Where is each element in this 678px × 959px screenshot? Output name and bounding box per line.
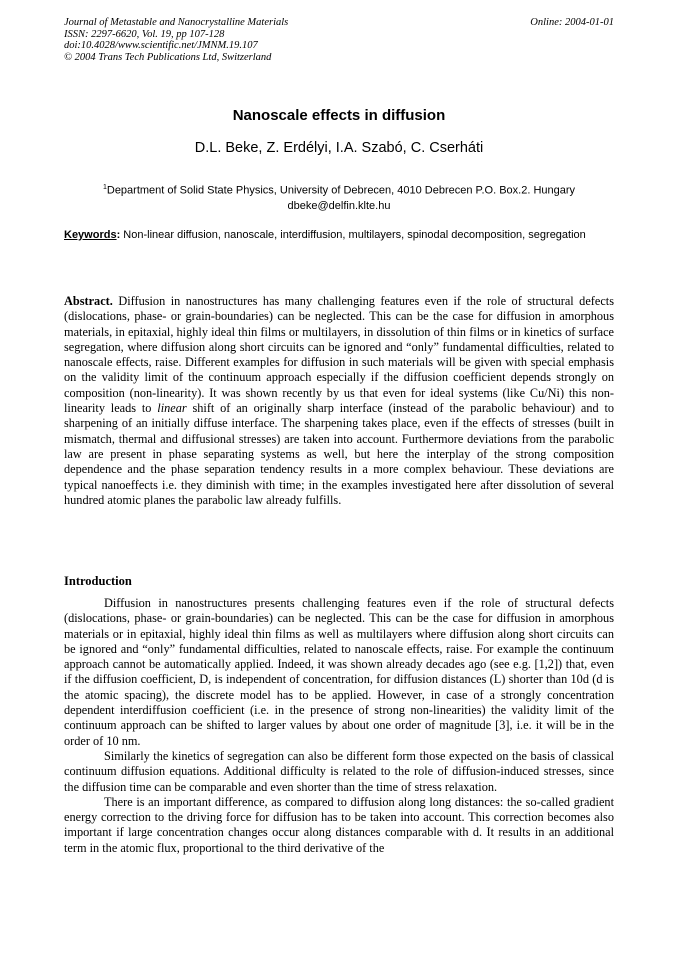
copyright-line: © 2004 Trans Tech Publications Ltd, Switzerland (64, 51, 272, 63)
affiliation-block (64, 180, 614, 214)
affiliation-mark: 1 (102, 184, 107, 191)
keywords-text: Non-linear diffusion, nanoscale, interdiffusion, multilayers, spinodal decomposition, segregation (120, 229, 586, 241)
paper-authors: D.L. Beke, Z. Erdélyi, I.A. Szabó, C. Cserháti (194, 140, 484, 156)
keywords-label: Keywords (64, 229, 117, 241)
doi-line[interactable]: doi:10.4028/www.scientific.net/JMNM.19.107 (64, 40, 258, 51)
journal-meta (64, 17, 288, 63)
introduction-heading: Introduction (64, 574, 132, 588)
abstract-label: Abstract. (64, 294, 113, 308)
journal-name: Journal of Metastable and Nanocrystalline Materials (64, 17, 289, 28)
paper-title: Nanoscale effects in diffusion (232, 107, 446, 124)
intro-paragraph: Diffusion in nanostructures presents challenging features even if the role of structural defects (dislocations, phase- or grain-boundaries) can be neglected. This can be the case for diffusion in amorphous materials or in epitaxial, highly ideal thin films as well as multilayers where diffusion along short circuits can be ignored and “only” fundamental difficulties, related to nanoscale effects, raise. For example the continuum approach cannot be automatically applied. Indeed, it was shown already decades ago (see e.g. [1,2]) that, even if the diffusion coefficient, D, is independent of concentration, for diffusion distances (L) shorter than 10d (d is the atomic spacing), the discrete model has to be applied. However, in case of a strongly concentration dependent interdiffusion coefficient (i.e. in the presence of strong non-linearities) the validity limit of the continuum approach can be shifted to larger values by about one order of magnitude [3], i.e. it will be in the order of 10 nm. (64, 596, 614, 748)
introduction-body (64, 596, 614, 856)
affiliation-text: Department of Solid State Physics, University of Debrecen, 4010 Debrecen P.O. Box.2. Hungary (106, 184, 576, 197)
issn-line: ISSN: 2297-6620, Vol. 19, pp 107-128 (64, 28, 225, 40)
abstract-emphasis: linear (157, 401, 187, 416)
author-email[interactable]: dbeke@delfin.klte.hu (287, 199, 391, 212)
abstract-text-2: shift of an originally sharp interface (instead of the parabolic behaviour) and to sharpening of an initially diffuse interface. The sharpening takes place, even if the effects of stresses (built in mismatch, thermal and diffusional stresses) are taken into account. Furthermore deviations from the parabolic law are present in phase separating systems as well, but here the interplay of the strong composition dependence and the phase separation tendency results in a more complex behaviour. These deviations are typical nanoeffects i.e. they diminish with time; in the examples investigated here after dissolution of several hundred atomic planes the parabolic law already fulfills. (64, 401, 615, 507)
abstract-block (64, 294, 614, 508)
keywords-block: Keywords: Non-linear diffusion, nanoscale, interdiffusion, multilayers, spinodal decomposition, segregation (64, 229, 586, 241)
abstract-text-1: Diffusion in nanostructures has many challenging features even if the role of structural defects (dislocations, phase- or grain-boundaries) can be neglected. This can be the case for diffusion in amorphous materials, in epitaxial, highly ideal thin films or multilayers, in dissolution of thin films or in kinetics of surface segregation, where diffusion along short circuits can be ignored and “only” fundamental difficulties, related to nanoscale effects, raise. Different examples for diffusion in such materials will be given with special emphasis on the validity limit of the continuum approach especially if the diffusion coefficient depends strongly on composition (non-linearity). It was shown recently by us that even for ideal systems (like Cu/Ni) this non-linearity leads to (64, 294, 614, 416)
intro-paragraph: There is an important difference, as compared to diffusion along long distances: the so-called gradient energy correction to the driving force for diffusion has to be taken into account. This correction becomes also important if large concentration changes occur along distances comparable with d. It results in an additional term in the atomic flux, proportional to the third derivative of the (64, 794, 614, 855)
intro-paragraph: Similarly the kinetics of segregation can also be different form those expected on the basis of classical continuum diffusion equations. Additional difficulty is related to the role of diffusion-induced stresses, since the diffusion time can be comparable and even shorter than the time of stress relaxation. (64, 748, 614, 794)
affiliation-line (64, 180, 614, 199)
online-date: Online: 2004-01-01 (530, 17, 614, 28)
